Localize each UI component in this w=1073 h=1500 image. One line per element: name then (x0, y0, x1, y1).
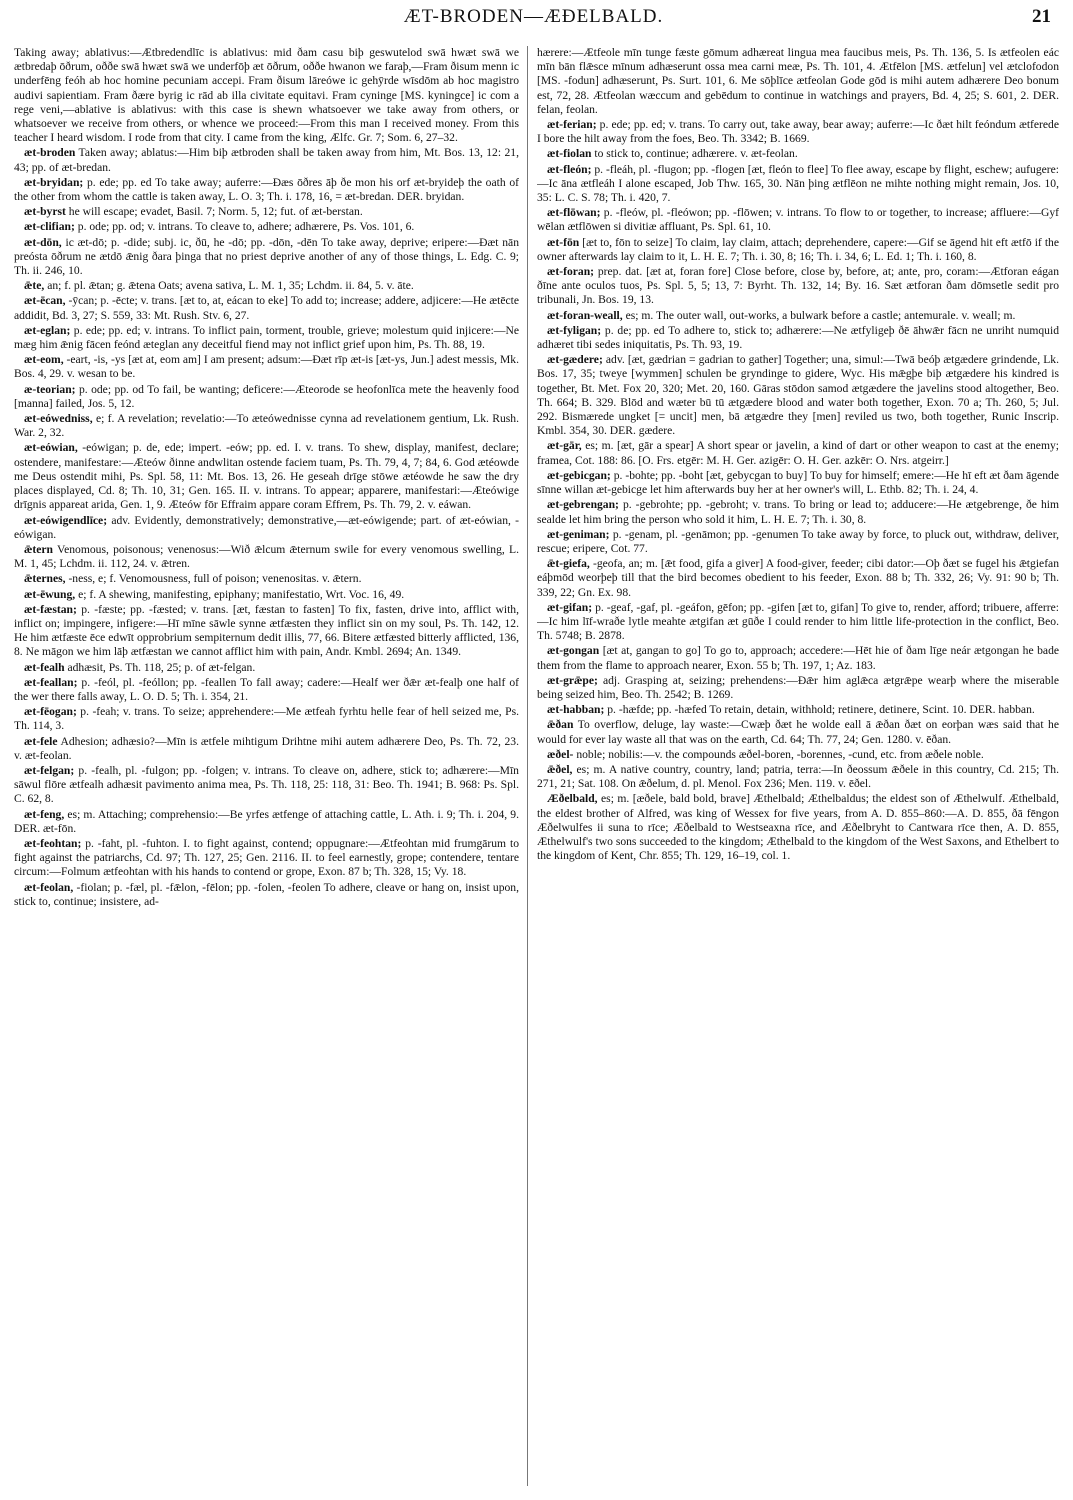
dictionary-entry (14, 205, 519, 219)
dictionary-entry (14, 808, 519, 836)
entry-definition: [æt at, gangan to go] To go to, approach; accedere:—Hēt hie of ðam līge neár ætgongan he bade them from the flame to approach nearer, Exon. 55 b; Th. 197, 1; Az. 183. (537, 644, 1059, 672)
dictionary-entry (537, 601, 1059, 644)
entry-headword: æt-fiolan (547, 147, 592, 161)
entry-definition: p. -fealh, pl. -fulgon; pp. -folgen; v. intrans. To cleave on, adhere, stick to; adhærere:—Mīn sāwul flōre ætfealh adhæsit pavimento anima mea, Ps. Th. 118, 25: 118, 31: Beo. Th. 1941; B. 968: Ps. Spl. C. 62, 8. (14, 763, 519, 806)
entry-headword: æt-fyligan; (547, 323, 602, 337)
entry-headword: æt-gifan; (547, 600, 593, 614)
dictionary-entry (14, 176, 519, 204)
right-column (537, 46, 1059, 1496)
entry-headword: æt-fele (24, 734, 58, 748)
entry-definition: [æt to, fōn to seize] To claim, lay claim, attach; deprehendere, capere:—Gif se āgend hit eft ætfō if the owner afterwards lay claim to it, L. H. E. 7; Th. i. 30, 8; 16; Th. i. 34, 6; L. Ed. 1; Th. i. 160, 8. (537, 235, 1059, 263)
entry-definition: p. ede; pp. ed; v. trans. To carry out, take away, bear away; auferre:—Ic ðæt hilt feóndum ætferede I bore the hilt away from the foes, Beo. Th. 3342; B. 1669. (537, 118, 1059, 146)
dictionary-entry (14, 146, 519, 174)
entry-definition: to stick to, continue; adhærere. v. æt-feolan. (594, 147, 798, 161)
entry-definition: p. de; pp. ed To adhere to, stick to; adhærere:—Ne ætfyligeþ ðē āhwǣr fācn ne unriht numquid adhæret tibi sedes iniquitatis, Ps. Th. 93, 19. (537, 323, 1059, 352)
dictionary-entry (14, 676, 519, 704)
entry-definition: es; m. [æt, gār a spear] A short spear or javelin, a kind of dart or other weapon to cast at the enemy; framea, Cot. 188: 86. [O. Frs. etgēr: M. H. Ger. azigēr: O. H. Ger. azkēr: O. Nrs. atgeirr.] (537, 439, 1059, 467)
dictionary-entry (14, 236, 519, 279)
entry-headword: æ-teorian; (24, 382, 76, 396)
dictionary-entry (537, 557, 1059, 600)
entry-headword: ǣðel, (547, 762, 573, 776)
entry-definition: ic æt-dō; p. -dide; subj. ic, ðū, he -dō; pp. -dōn, -dēn To take away, deprive; eripere:—Ðæt nān preósta ōðrum ne ætdō ǣnig ðara þinga that no priest deprive another of any of those things, L. Edg. C. 9; Th. ii. 246, 10. (14, 235, 519, 278)
entry-definition: p. -genam, pl. -genāmon; pp. -genumen To take away by force, to pluck out, withdraw, deliver, rescue; eripere, Cot. 77. (537, 527, 1059, 555)
entry-definition: adv. [æt, gædrian = gadrian to gather] Together; una, simul:—Twā beóþ ætgædere grindende, Lk. Bos. 17, 35; tweye [wymmen] schulen be gryndinge to gidere, Wyc. His mǣgþe biþ ætgædere his kindred is together, Bt. Met. Fox 20, 320; Met. 20, 160. Gāras stōdon samod ætgædere the javelins stood altogether, Beo. Th. 664; B. 329. Blōd and wæter bū tū ætgædere blood and water both together, Exon. 70 a; Th. 260, 5; Jul. 292. Bismærede ungket [= uncit] men, bā ætgædre they [men] reviled us two, both together, Runic Inscrip. Kmbl. 354, 30. DER. gædere. (537, 353, 1059, 438)
entry-definition: adhæsit, Ps. Th. 118, 25; p. of æt-felgan. (67, 660, 256, 674)
entry-headword: æt-eówigendlīce; (24, 513, 108, 527)
dictionary-entry (14, 383, 519, 411)
entry-definition: es; m. [æðele, bald bold, brave] Æthelbald; Æthelbaldus; the eldest son of Æthelwulf. Æthelbald, the eldest brother of Alfred, was king of Wessex for five years, from A. D. 855–860:—A. D. 855, ðā fēngon Æðelwulfes ii suna to rīce; Æðelbald to Westseaxna rīce, and Æðelbryht to Cantwara rīce then, A. D. 855, Æthelwulf's two sons succeeded to the kingdom; Æthelbald to the kingdom of the West Saxons, and Ethelbert to the kingdom of Kent, Chr. 855; Th. 129, 16–19, col. 1. (537, 792, 1059, 863)
entry-definition: p. -fleáh, pl. -flugon; pp. -flogen [æt, fleón to flee] To flee away, escape by flight, eschew; aufugere:—Ic āna ætfleáh I alone escaped, Job Thw. 165, 30. Nān þing ætflēon ne mihte nothing might remain, Jos. 10, 35: L. C. S. 78; Th. i. 420, 7. (537, 162, 1059, 205)
entry-headword: æt-gebicgan; (547, 468, 611, 482)
dictionary-entry (14, 705, 519, 733)
entry-headword: Æðelbald, (547, 792, 598, 806)
entry-headword: æt-dōn, (24, 235, 62, 249)
dictionary-entry (537, 439, 1059, 467)
entry-definition: hærere:—Ætfeole mīn tunge fæste gōmum adhæreat lingua mea faucibus meis, Ps. Th. 136, 5. Is ætfeolen eác mīn bān flǣsce mīnum adhæserunt ossa mea carni meæ, Ps. Th. 101, 4. Ætfēlon [MS. ætfelun] vel ætclofodon [MS. -fodun] adhæserunt, Ps. Surt. 101, 6. Me sōþlīce ætfeolan Gode gōd is mihi autem adhærere Deo bonum est, 72, 28. Ætfeolan wæccum and gebēdum to continue in watchings and prayers, Bd. 4, 25; S. 601, 2. DER. felan, feolan. (537, 46, 1059, 116)
entry-headword: æt-feallan; (24, 675, 78, 689)
entry-definition: -fiolan; p. -fæl, pl. -fǣlon, -fēlon; pp. -folen, -feolen To adhere, cleave or hang on, insist upon, stick to, continue; insistere, ad- (14, 880, 519, 908)
dictionary-entry (537, 748, 1059, 762)
entry-definition: p. -faht, pl. -fuhton. I. to fight against, contend; oppugnare:—Ætfeohtan mid frumgārum to fight against the patriarchs, Cd. 97; Th. 127, 25; Gen. 2116. II. to feel earnestly, grope; contendere, tentare circum:—Folmum ætfeohtan with his hands to contend or grope, Exon. 87 b; Th. 328, 15; Vy. 18. (14, 836, 519, 879)
entry-headword: ǣðan (547, 718, 574, 732)
page-number: 21 (1032, 6, 1051, 27)
entry-headword: æt-feohtan; (24, 836, 82, 850)
entry-headword: æt-felgan; (24, 763, 75, 777)
dictionary-entry (537, 236, 1059, 264)
entry-headword: æt-grǣpe; (547, 673, 598, 687)
entry-definition: adv. Evidently, demonstratively; demonstrative,—æt-eówigende; part. of æt-eówian, -eówigan. (14, 513, 519, 541)
entry-headword: ǣternes, (24, 572, 66, 586)
dictionary-entry (537, 118, 1059, 146)
entry-headword: æt-gongan (547, 644, 600, 658)
dictionary-entry (14, 764, 519, 807)
entry-headword: æt-eglan; (24, 323, 71, 337)
entry-headword: æt-habban; (547, 703, 605, 717)
entry-definition: p. ede; pp. ed To take away; auferre:—Ðæs ōðres āþ ðe mon his orf æt-bryideþ the oath of the other from whom the cattle is taken away, L. O. 3; Th. i. 178, 16, = æt-bredan. DER. bryidan. (14, 175, 519, 204)
entry-headword: æt-fēogan; (24, 705, 77, 719)
entry-headword: æt-clifian; (24, 220, 75, 234)
entry-definition: Taking away; ablativus:—Ætbredendlīc is ablativus: mid ðam casu biþ geswutelod swā hwæt swā we ætbredaþ ōðrum, oððe swā hwæt swā we underfōþ æt ōðrum, oððe hwanon we faraþ,—Fram ðisum menn ic underfēng feóh ab hoc homine pecuniam accepi. Fram ðisum lāreówe ic gehȳrde wīsdōm ab hoc magistro audivi sapientiam. Fram ðære byrig ic rād ab illa civitate equitavi. Fram cyninge [MS. kyningce] ic com a rege veni,—ablative is ablativus: with this case is shewn whatsoever we take away from others, or whatsoever we receive from others, or whence we proceed:—From this man I received money. From this teacher I heard wisdom. I rode from that city. I came from the king, Ælfc. Gr. 7; Som. 6, 27–32. (14, 46, 519, 145)
dictionary-entry (14, 543, 519, 571)
dictionary-entry (537, 206, 1059, 234)
dictionary-entry (537, 469, 1059, 497)
entry-definition: -eart, -is, -ys [æt at, eom am] I am present; adsum:—Ðæt rīp æt-is [æt-ys, Jun.] adest messis, Mk. Bos. 4, 29. v. wesan to be. (14, 353, 519, 381)
entry-headword: æðel- (547, 747, 574, 761)
entry-definition: e; f. A revelation; revelatio:—To æteówednisse cynna ad revelationem gentium, Lk. Rush. War. 2, 32. (14, 412, 519, 440)
entry-definition: Adhesion; adhæsio?—Mīn is ætfele mihtigum Drihtne mihi autem adhærere Deo, Ps. Th. 72, 23. v. æt-feolan. (14, 734, 519, 762)
entry-definition: p. -fæste; pp. -fæsted; v. trans. [æt, fæstan to fasten] To fix, fasten, drive into, afflict with, inflict on; impingere, infigere:—Hī mīne sāwle synne ætfæsten they inflict sin on my soul, Ps. Th. 142, 12. He him ætfæste ēce edwīt opprobrium sempiternum dedit illis, 77, 66. Bitere ætfæsted bitterly afflicted, 136, 8. Ne māgon we him lāþ ætfæstan we cannot afflict him with pain, Andr. Kmbl. 2694; An. 1349. (14, 602, 519, 659)
dictionary-entry (537, 703, 1059, 717)
dictionary-entry (537, 46, 1059, 117)
dictionary-entry (14, 412, 519, 440)
dictionary-entry (14, 294, 519, 322)
entry-definition: p. -bohte; pp. -boht [æt, gebycgan to buy] To buy for himself; emere:—He hī eft æt ðam āgende sīnne willan æt-gebicge let him afterwards buy her at her owner's will, L. Ethb. 82; Th. i. 24, 4. (537, 468, 1059, 497)
entry-definition: prep. dat. [æt at, foran fore] Close before, close by, before, at; ante, pro, coram:—Ætforan eágan ðīne ante oculos tuos, Ps. Spl. 5, 5; 13, 7: Byrht. Th. 132, 14; By. 16. Sæt ætforan ðam dōmsetle sedit pro tribunali, Jn. Bos. 19, 13. (537, 265, 1059, 307)
dictionary-entry (537, 498, 1059, 526)
entry-definition: es; m. Attaching; comprehensio:—Be yrfes ætfenge of attaching cattle, L. Ath. i. 9; Th. i. 204, 9. DER. æt-fōn. (14, 807, 519, 835)
dictionary-entry (14, 324, 519, 352)
entry-definition: he will escape; evadet, Basil. 7; Norm. 5, 12; fut. of æt-berstan. (68, 205, 363, 219)
dictionary-entry (537, 353, 1059, 438)
entry-definition: -eówigan; p. de, ede; impert. -eów; pp. ed. I. v. trans. To shew, display, manifest, declare; ostendere, manifestare:—Æteów ðinne andwlitan ostende faciem tuam, Ps. Th. 79, 4, 7; 84, 6. God ætéowde me Deus ostendit mihi, Ps. Spl. 58, 11: Mt. Bos. 13, 26. He geseah drīge stōwe ætéowde he saw the dry places displayed, Cd. 8; Th. 10, 31; Gen. 165. II. v. intrans. To appear; apparere, manifestari:—Æteówige drīgnis appareat arida, Gen. 1, 9. Æteów fōr Effraim appare coram Effrem, Ps. Th. 79, 2. v. eáwan. (14, 441, 519, 512)
dictionary-entry (537, 718, 1059, 746)
entry-definition: es; m. A native country, country, land; patria, terra:—In ðeossum ǣðele in this country, Cd. 215; Th. 271, 21; Sat. 108. On ǣðelum, d. pl. Menol. Fox 236; Men. 119. v. ēðel. (537, 762, 1059, 791)
dictionary-entry (537, 265, 1059, 308)
dictionary-entry (537, 792, 1059, 863)
dictionary-entry (537, 763, 1059, 791)
entry-headword: ǣte, (24, 279, 45, 293)
dictionary-entry (537, 309, 1059, 323)
entry-headword: æt-foran; (547, 265, 595, 279)
entry-headword: æt-gebrengan; (547, 498, 619, 512)
entry-headword: æt-ēcan, (24, 294, 66, 308)
entry-definition: e; f. A shewing, manifesting, epiphany; manifestatio, Wrt. Voc. 16, 49. (78, 587, 405, 601)
entry-headword: ǣt-giefa, (547, 557, 590, 571)
entry-definition: p. -geaf, -gaf, pl. -geáfon, gēfon; pp. -gifen [æt to, gifan] To give to, render, afford; tribuere, afferre:—Ic him līf-wraðe lytle meahte ætgifan æt gūðe I could render to him little life-protection in the conflict, Beo. Th. 5748; B. 2878. (537, 600, 1059, 643)
entry-headword: æt-ferian; (547, 118, 597, 132)
entry-headword: æt-foran-weall, (547, 308, 623, 322)
dictionary-entry (537, 644, 1059, 672)
entry-headword: æt-feng, (24, 807, 65, 821)
entry-definition: adj. Grasping at, seizing; prehendens:—Ðǣr him aglǣca ætgrǣpe wearþ where the miserable being seized him, Beo. Th. 2542; B. 1269. (537, 673, 1059, 701)
entry-definition: -geofa, an; m. [ǣt food, gifa a giver] A food-giver, feeder; cibi dator:—Oþ ðæt se fugel his ǣtgiefan eáþmōd weorþeþ till that the bird becomes obedient to his feeder, Exon. 88 b; Th. 332, 26; Vy. 91: 90 b; Th. 339, 22; Gn. Ex. 98. (537, 557, 1059, 599)
entry-definition: p. -hæfde; pp. -hæfed To retain, detain, withhold; retinere, detinere, Scint. 10. DER. habban. (607, 703, 1035, 717)
entry-headword: ǣtern (24, 542, 53, 556)
dictionary-entry (14, 661, 519, 675)
dictionary-entry (14, 220, 519, 234)
entry-definition: p. -feah; v. trans. To seize; apprehendere:—Me ætfeah fyrhtu helle fear of hell seized me, Ps. Th. 114, 3. (14, 705, 519, 733)
dictionary-entry (14, 46, 519, 145)
left-column (14, 46, 519, 1496)
entry-definition: To overflow, deluge, lay waste:—Cwæþ ðæt he wolde eall ā ǣðan ðæt on eorþan wæs said that he would for ever lay waste all that was on the earth, Cd. 64; Th. 77, 24; Gen. 1280. v. ēðan. (537, 718, 1059, 746)
page-header (16, 6, 1051, 36)
entry-definition: Taken away; ablatus:—Him biþ ætbroden shall be taken away from him, Mt. Bos. 13, 12: 21, 43; pp. of æt-bredan. (14, 146, 519, 174)
entry-headword: æt-feolan, (24, 880, 74, 894)
dictionary-entry (14, 279, 519, 293)
entry-definition: es; m. The outer wall, out-works, a bulwark before a castle; antemurale. v. weall; m. (625, 308, 1016, 322)
entry-definition: Venomous, poisonous; venenosus:—Wið ǣlcum ǣternum swile for every venomous swelling, L. M. 1, 45; Lchdm. ii. 112, 24. v. ǣtren. (14, 542, 519, 571)
entry-headword: æt-gædere; (547, 353, 603, 367)
dictionary-entry (14, 514, 519, 542)
entry-headword: æt-eom, (24, 353, 64, 367)
entry-definition: -ȳcan; p. -ēcte; v. trans. [æt to, at, eácan to eke] To add to; increase; addere, adjicere:—He ætēcte addidit, Bd. 3, 27; S. 559, 33: Mt. Rush. Stv. 6, 27. (14, 294, 519, 322)
entry-definition: noble; nobilis:—v. the compounds æðel-boren, -borennes, -cund, etc. from æðele noble. (576, 747, 984, 761)
entry-definition: -ness, e; f. Venomousness, full of poison; venenositas. v. ǣtern. (68, 572, 362, 586)
dictionary-entry (537, 147, 1059, 161)
entry-definition: p. -gebrohte; pp. -gebroht; v. trans. To bring or lead to; adducere:—He ætgebrenge, ðe him sealde let him bring the person who sold it him, L. H. E. 7; Th. i. 30, 8. (537, 498, 1059, 526)
entry-headword: æt-broden (24, 146, 76, 160)
entry-headword: æt-geniman; (547, 527, 610, 541)
entry-definition: p. ede; pp. ed; v. intrans. To inflict pain, torment, trouble, grieve; molestum quid injicere:—Ne mæg him ǣnig fācen feónd æteglan any deceitful fiend may not inflict grief upon him, Ps. Th. 88, 19. (14, 323, 519, 352)
entry-definition: p. -fleów, pl. -fleówon; pp. -flōwen; v. intrans. To flow to or together, to increase; affluere:—Gyf wēlan ætflōwen si divitiæ affluant, Ps. Spl. 61, 10. (537, 206, 1059, 234)
dictionary-entry (14, 353, 519, 381)
dictionary-entry (14, 837, 519, 880)
dictionary-entry (14, 441, 519, 512)
dictionary-entry (537, 528, 1059, 556)
entry-headword: æt-gār, (547, 439, 582, 453)
dictionary-entry (14, 881, 519, 909)
dictionary-entry (537, 674, 1059, 702)
entry-headword: æt-eówedniss, (24, 412, 93, 426)
dictionary-entry (537, 324, 1059, 352)
dictionary-entry (14, 588, 519, 602)
entry-headword: æt-fæstan; (24, 602, 77, 616)
entry-headword: æt-fōn (547, 235, 580, 249)
dictionary-entry (14, 572, 519, 586)
entry-headword: æt-eówian, (24, 441, 78, 455)
column-divider (527, 46, 528, 1486)
dictionary-entry (14, 735, 519, 763)
entry-headword: æt-ēwung, (24, 587, 76, 601)
entry-headword: æt-fleón; (547, 162, 592, 176)
entry-definition: p. ode; pp. od To fail, be wanting; deficere:—Æteorode se heofonlīca mete the heavenly food [manna] failed, Jos. 5, 12. (14, 382, 519, 410)
entry-definition: p. -feól, pl. -feóllon; pp. -feallen To fall away; cadere:—Healf wer ðǣr æt-fealþ one half of the wer there falls away, L. O. D. 5; Th. i. 354, 21. (14, 675, 519, 703)
entry-headword: æt-bryidan; (24, 175, 84, 189)
entry-definition: p. ode; pp. od; v. intrans. To cleave to, adhere; adhærere, Ps. Vos. 101, 6. (77, 220, 415, 234)
dictionary-entry (537, 163, 1059, 206)
dictionary-entry (14, 603, 519, 660)
entry-headword: æt-fealh (24, 660, 65, 674)
entry-definition: an; f. pl. ǣtan; g. ǣtena Oats; avena sativa, L. M. 1, 35; Lchdm. ii. 84, 5. v. āte. (47, 279, 414, 293)
entry-headword: æt-flōwan; (547, 206, 601, 220)
running-head: ÆT-BRODEN—ÆÐELBALD. (403, 6, 664, 27)
entry-headword: æt-byrst (24, 205, 66, 219)
